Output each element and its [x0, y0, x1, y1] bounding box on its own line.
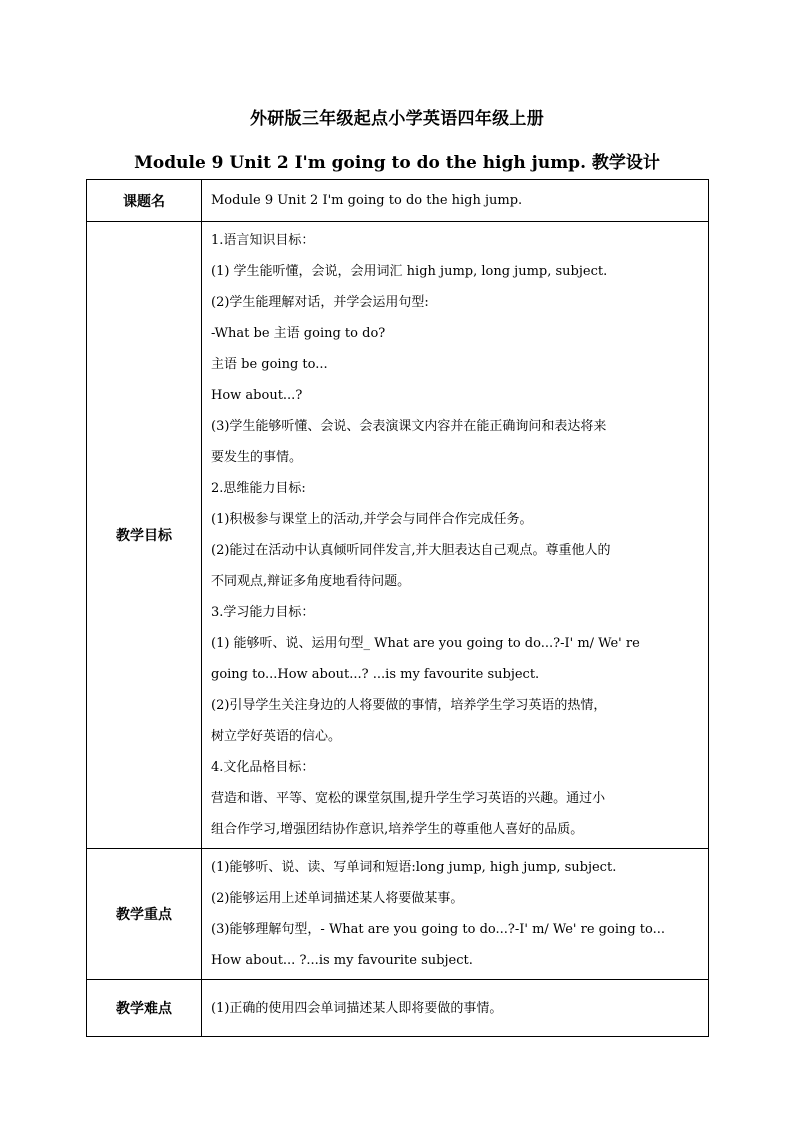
- objectives-line: How about...?: [211, 388, 303, 403]
- table-row-objectives: [87, 222, 709, 849]
- objectives-line: (1) 能够听、说、运用句型_ What are you going to do...?-I' m/ We' re: [211, 636, 640, 651]
- objectives-line: (3)学生能够听懂、会说、会表演课文内容并在能正确询问和表达将来: [211, 419, 607, 434]
- objectives-line: (2)引导学生关注身边的人将要做的事情，培养学生学习英语的热情，: [211, 698, 607, 713]
- objectives-line: (2)学生能理解对话，并学会运用句型:: [211, 295, 429, 310]
- difficulties-line: (1)正确的使用四会单词描述某人即将要做的事情。: [211, 1000, 503, 1016]
- topic-label: 课题名: [87, 180, 202, 222]
- objectives-line: (1) 学生能听懂，会说，会用词汇 high jump, long jump, subject.: [211, 264, 608, 279]
- difficulties-label: 教学难点: [87, 980, 202, 1037]
- objectives-line: (1)积极参与课堂上的活动,并学会与同伴合作完成任务。: [211, 512, 533, 527]
- document-title: 外研版三年级起点小学英语四年级上册: [249, 109, 545, 129]
- objectives-line: 要发生的事情。: [211, 450, 303, 465]
- objectives-line: going to...How about...? ...is my favourite subject.: [211, 667, 540, 682]
- objectives-line: 营造和谐、平等、宽松的课堂氛围,提升学生学习英语的兴趣。通过小: [211, 791, 606, 806]
- objectives-line: (2)能过在活动中认真倾听同伴发言,并大胆表达自己观点。尊重他人的: [211, 543, 611, 558]
- objectives-content: [202, 222, 709, 849]
- table-row-difficulties: [87, 980, 709, 1037]
- objectives-line: 组合作学习,增强团结协作意识,培养学生的尊重他人喜好的品质。: [211, 822, 584, 837]
- objectives-line: 3.学习能力目标：: [211, 605, 315, 620]
- objectives-line: 不同观点,辩证多角度地看待问题。: [211, 574, 411, 589]
- objectives-line: -What be 主语 going to do?: [211, 326, 386, 341]
- key-points-label: 教学重点: [87, 849, 202, 980]
- objectives-label: 教学目标: [87, 222, 202, 849]
- objectives-line: 4.文化品格目标：: [211, 760, 315, 775]
- objectives-line: 树立学好英语的信心。: [211, 729, 342, 744]
- key-points-line: (2)能够运用上述单词描述某人将要做某事。: [211, 891, 464, 906]
- topic-value: Module 9 Unit 2 I'm going to do the high jump.: [202, 180, 709, 222]
- key-points-content: [202, 849, 709, 980]
- document-subtitle: Module 9 Unit 2 I'm going to do the high jump. 教学设计: [134, 153, 660, 173]
- objectives-line: 主语 be going to...: [211, 357, 328, 372]
- key-points-line: (1)能够听、说、读、写单词和短语:long jump, high jump, subject.: [211, 860, 617, 875]
- table-row-topic: [87, 180, 709, 222]
- difficulties-content: [202, 980, 709, 1037]
- key-points-line: (3)能够理解句型，- What are you going to do...?-I' m/ We' re going to...: [211, 922, 666, 937]
- key-points-line: How about... ?...is my favourite subject.: [211, 953, 473, 968]
- objectives-line: 2.思维能力目标:: [211, 481, 306, 496]
- lesson-plan-table: [86, 179, 709, 1037]
- objectives-line: 1.语言知识目标：: [211, 233, 315, 248]
- table-row-key-points: [87, 849, 709, 980]
